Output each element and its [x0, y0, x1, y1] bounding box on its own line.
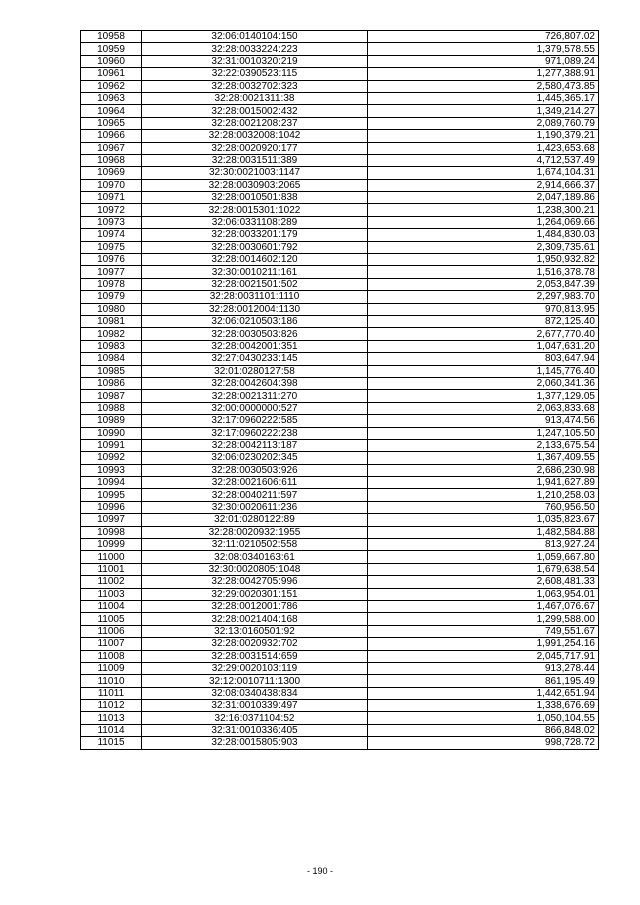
cadastral-value-cell: 861,195.49	[368, 675, 599, 687]
cadastral-number-cell: 32:30:0010211:161	[142, 266, 368, 278]
cadastral-number-cell: 32:08:0340438:834	[142, 687, 368, 699]
table-row	[81, 662, 599, 674]
cadastral-number-cell: 32:13:0160501:92	[142, 625, 368, 637]
cadastral-number-cell: 32:11:0210502:558	[142, 539, 368, 551]
cadastral-number-cell: 32:28:0020920:177	[142, 142, 368, 154]
row-number-cell: 11004	[81, 600, 142, 612]
cadastral-number-cell: 32:30:0020805:1048	[142, 563, 368, 575]
table-row	[81, 576, 599, 588]
row-number-cell: 10977	[81, 266, 142, 278]
table-row	[81, 55, 599, 67]
row-number-cell: 11013	[81, 712, 142, 724]
cadastral-value-cell: 1,950,932.82	[368, 254, 599, 266]
cadastral-value-cell: 970,813.95	[368, 303, 599, 315]
cadastral-number-cell: 32:28:0032008:1042	[142, 130, 368, 142]
table-row	[81, 514, 599, 526]
cadastral-value-cell: 726,807.02	[368, 31, 599, 43]
cadastral-number-cell: 32:29:0020103:119	[142, 662, 368, 674]
table-body	[81, 31, 599, 750]
cadastral-value-cell: 1,679,638.54	[368, 563, 599, 575]
cadastral-number-cell: 32:06:0331108:289	[142, 216, 368, 228]
row-number-cell: 10962	[81, 80, 142, 92]
cadastral-number-cell: 32:28:0033201:179	[142, 229, 368, 241]
cadastral-number-cell: 32:28:0030503:826	[142, 328, 368, 340]
cadastral-value-cell: 998,728.72	[368, 737, 599, 749]
row-number-cell: 10971	[81, 192, 142, 204]
table-row	[81, 687, 599, 699]
cadastral-number-cell: 32:28:0042705:996	[142, 576, 368, 588]
table-row	[81, 377, 599, 389]
row-number-cell: 10997	[81, 514, 142, 526]
cadastral-value-cell: 1,445,365.17	[368, 92, 599, 104]
table-row	[81, 477, 599, 489]
table-row	[81, 192, 599, 204]
table-row	[81, 340, 599, 352]
cadastral-number-cell: 32:28:0021311:270	[142, 390, 368, 402]
cadastral-value-cell: 1,379,578.55	[368, 43, 599, 55]
cadastral-value-cell: 1,991,254.16	[368, 638, 599, 650]
table-row	[81, 130, 599, 142]
row-number-cell: 10993	[81, 464, 142, 476]
cadastral-number-cell: 32:28:0031514:659	[142, 650, 368, 662]
row-number-cell: 10965	[81, 117, 142, 129]
cadastral-value-cell: 1,063,954.01	[368, 588, 599, 600]
row-number-cell: 10999	[81, 539, 142, 551]
row-number-cell: 11014	[81, 724, 142, 736]
cadastral-number-cell: 32:28:0015805:903	[142, 737, 368, 749]
cadastral-value-cell: 1,367,409.55	[368, 452, 599, 464]
cadastral-value-cell: 2,914,666.37	[368, 179, 599, 191]
cadastral-number-cell: 32:28:0032702:323	[142, 80, 368, 92]
cadastral-number-cell: 32:28:0042604:398	[142, 377, 368, 389]
cadastral-number-cell: 32:30:0020611:236	[142, 501, 368, 513]
table-row	[81, 254, 599, 266]
row-number-cell: 10986	[81, 377, 142, 389]
row-number-cell: 10984	[81, 353, 142, 365]
cadastral-value-cell: 1,674,104.31	[368, 167, 599, 179]
table-row	[81, 563, 599, 575]
table-row	[81, 526, 599, 538]
row-number-cell: 11003	[81, 588, 142, 600]
cadastral-number-cell: 32:28:0042113:187	[142, 439, 368, 451]
cadastral-number-cell: 32:31:0010320:219	[142, 55, 368, 67]
table-row	[81, 80, 599, 92]
row-number-cell: 10960	[81, 55, 142, 67]
row-number-cell: 10964	[81, 105, 142, 117]
table-row	[81, 650, 599, 662]
row-number-cell: 10972	[81, 204, 142, 216]
row-number-cell: 11006	[81, 625, 142, 637]
row-number-cell: 10991	[81, 439, 142, 451]
row-number-cell: 10974	[81, 229, 142, 241]
row-number-cell: 10988	[81, 402, 142, 414]
table-row	[81, 712, 599, 724]
cadastral-value-cell: 1,423,653.68	[368, 142, 599, 154]
cadastral-value-cell: 2,580,473.85	[368, 80, 599, 92]
cadastral-number-cell: 32:12:0010711:1300	[142, 675, 368, 687]
cadastral-value-cell: 1,247,105.50	[368, 427, 599, 439]
row-number-cell: 10989	[81, 415, 142, 427]
table-row	[81, 588, 599, 600]
cadastral-value-cell: 1,145,776.40	[368, 365, 599, 377]
table-row	[81, 613, 599, 625]
cadastral-number-cell: 32:06:0230202:345	[142, 452, 368, 464]
cadastral-number-cell: 32:31:0010339:497	[142, 700, 368, 712]
cadastral-value-cell: 2,063,833.68	[368, 402, 599, 414]
row-number-cell: 10980	[81, 303, 142, 315]
row-number-cell: 10994	[81, 477, 142, 489]
table-row	[81, 315, 599, 327]
row-number-cell: 10959	[81, 43, 142, 55]
cadastral-value-cell: 803,647.94	[368, 353, 599, 365]
row-number-cell: 10970	[81, 179, 142, 191]
row-number-cell: 11005	[81, 613, 142, 625]
cadastral-number-cell: 32:28:0030503:926	[142, 464, 368, 476]
table-row	[81, 328, 599, 340]
cadastral-number-cell: 32:31:0010336:405	[142, 724, 368, 736]
cadastral-value-cell: 872,125.40	[368, 315, 599, 327]
cadastral-value-cell: 1,338,676.69	[368, 700, 599, 712]
cadastral-number-cell: 32:28:0020932:1955	[142, 526, 368, 538]
table-row	[81, 142, 599, 154]
row-number-cell: 10961	[81, 68, 142, 80]
cadastral-number-cell: 32:28:0021404:168	[142, 613, 368, 625]
cadastral-number-cell: 32:01:0280127:58	[142, 365, 368, 377]
cadastral-value-cell: 866,848.02	[368, 724, 599, 736]
cadastral-value-cell: 1,349,214.27	[368, 105, 599, 117]
cadastral-value-cell: 2,060,341.36	[368, 377, 599, 389]
cadastral-value-cell: 1,277,388.91	[368, 68, 599, 80]
cadastral-number-cell: 32:29:0020301:151	[142, 588, 368, 600]
cadastral-number-cell: 32:28:0030903:2065	[142, 179, 368, 191]
cadastral-number-cell: 32:27:0430233:145	[142, 353, 368, 365]
table-row	[81, 278, 599, 290]
table-row	[81, 167, 599, 179]
row-number-cell: 10967	[81, 142, 142, 154]
table-row	[81, 105, 599, 117]
table-row	[81, 415, 599, 427]
row-number-cell: 10982	[81, 328, 142, 340]
cadastral-number-cell: 32:28:0031101:1110	[142, 291, 368, 303]
cadastral-value-cell: 1,299,588.00	[368, 613, 599, 625]
table-row	[81, 241, 599, 253]
row-number-cell: 10985	[81, 365, 142, 377]
table-row	[81, 464, 599, 476]
table-row	[81, 600, 599, 612]
cadastral-number-cell: 32:28:0015002:432	[142, 105, 368, 117]
row-number-cell: 10975	[81, 241, 142, 253]
table-row	[81, 539, 599, 551]
row-number-cell: 10995	[81, 489, 142, 501]
table-row	[81, 353, 599, 365]
cadastral-value-cell: 2,309,735.61	[368, 241, 599, 253]
row-number-cell: 10966	[81, 130, 142, 142]
table-row	[81, 402, 599, 414]
cadastral-value-cell: 2,608,481.33	[368, 576, 599, 588]
row-number-cell: 10983	[81, 340, 142, 352]
row-number-cell: 10978	[81, 278, 142, 290]
table-row	[81, 216, 599, 228]
cadastral-number-cell: 32:28:0015301:1022	[142, 204, 368, 216]
row-number-cell: 10979	[81, 291, 142, 303]
cadastral-value-cell: 1,467,076.67	[368, 600, 599, 612]
table-row	[81, 452, 599, 464]
cadastral-value-table	[80, 30, 599, 750]
table-row	[81, 92, 599, 104]
cadastral-number-cell: 32:28:0042001:351	[142, 340, 368, 352]
row-number-cell: 11008	[81, 650, 142, 662]
row-number-cell: 10981	[81, 315, 142, 327]
cadastral-value-cell: 1,516,378.78	[368, 266, 599, 278]
table-row	[81, 43, 599, 55]
cadastral-value-cell: 2,677,770.40	[368, 328, 599, 340]
cadastral-number-cell: 32:28:0014602:120	[142, 254, 368, 266]
cadastral-number-cell: 32:28:0033224:223	[142, 43, 368, 55]
row-number-cell: 10992	[81, 452, 142, 464]
table-row	[81, 204, 599, 216]
table-row	[81, 439, 599, 451]
row-number-cell: 10976	[81, 254, 142, 266]
cadastral-number-cell: 32:22:0390523:115	[142, 68, 368, 80]
table-row	[81, 625, 599, 637]
table-row	[81, 489, 599, 501]
cadastral-value-cell: 1,190,379.21	[368, 130, 599, 142]
cadastral-number-cell: 32:28:0031511:389	[142, 154, 368, 166]
row-number-cell: 10963	[81, 92, 142, 104]
cadastral-number-cell: 32:28:0021311:38	[142, 92, 368, 104]
row-number-cell: 10969	[81, 167, 142, 179]
cadastral-value-cell: 1,377,129.05	[368, 390, 599, 402]
cadastral-value-cell: 2,089,760.79	[368, 117, 599, 129]
row-number-cell: 11011	[81, 687, 142, 699]
cadastral-value-cell: 913,474.56	[368, 415, 599, 427]
table-row	[81, 501, 599, 513]
cadastral-value-cell: 1,059,667.80	[368, 551, 599, 563]
cadastral-value-cell: 1,210,258.03	[368, 489, 599, 501]
cadastral-number-cell: 32:06:0210503:186	[142, 315, 368, 327]
cadastral-value-cell: 1,941,627.89	[368, 477, 599, 489]
table-row	[81, 675, 599, 687]
table-row	[81, 179, 599, 191]
cadastral-value-cell: 1,035,823.67	[368, 514, 599, 526]
cadastral-number-cell: 32:28:0021501:502	[142, 278, 368, 290]
cadastral-number-cell: 32:28:0030601:792	[142, 241, 368, 253]
table-row	[81, 68, 599, 80]
row-number-cell: 11002	[81, 576, 142, 588]
cadastral-number-cell: 32:28:0012004:1130	[142, 303, 368, 315]
row-number-cell: 10987	[81, 390, 142, 402]
cadastral-number-cell: 32:28:0010501:838	[142, 192, 368, 204]
cadastral-value-cell: 2,047,189.86	[368, 192, 599, 204]
table-row	[81, 551, 599, 563]
table-row	[81, 303, 599, 315]
row-number-cell: 10998	[81, 526, 142, 538]
cadastral-number-cell: 32:06:0140104:150	[142, 31, 368, 43]
cadastral-value-cell: 1,264,069.66	[368, 216, 599, 228]
cadastral-number-cell: 32:08:0340163:61	[142, 551, 368, 563]
cadastral-value-cell: 749,551.67	[368, 625, 599, 637]
cadastral-number-cell: 32:17:0960222:238	[142, 427, 368, 439]
cadastral-value-cell: 1,047,631.20	[368, 340, 599, 352]
row-number-cell: 11010	[81, 675, 142, 687]
row-number-cell: 11007	[81, 638, 142, 650]
cadastral-number-cell: 32:30:0021003:1147	[142, 167, 368, 179]
table-row	[81, 700, 599, 712]
cadastral-number-cell: 32:28:0020932:702	[142, 638, 368, 650]
table-row	[81, 390, 599, 402]
row-number-cell: 11012	[81, 700, 142, 712]
cadastral-value-cell: 2,053,847.39	[368, 278, 599, 290]
cadastral-value-cell: 1,442,651.94	[368, 687, 599, 699]
cadastral-value-cell: 971,089.24	[368, 55, 599, 67]
table-row	[81, 31, 599, 43]
cadastral-value-cell: 913,278.44	[368, 662, 599, 674]
cadastral-number-cell: 32:28:0012001:786	[142, 600, 368, 612]
cadastral-value-cell: 4,712,537.49	[368, 154, 599, 166]
table-row	[81, 365, 599, 377]
cadastral-value-cell: 2,686,230.98	[368, 464, 599, 476]
table-row	[81, 117, 599, 129]
row-number-cell: 10958	[81, 31, 142, 43]
cadastral-number-cell: 32:16:0371104:52	[142, 712, 368, 724]
row-number-cell: 11000	[81, 551, 142, 563]
cadastral-value-cell: 760,956.50	[368, 501, 599, 513]
table-row	[81, 638, 599, 650]
cadastral-value-cell: 1,482,584.88	[368, 526, 599, 538]
cadastral-number-cell: 32:28:0040211:597	[142, 489, 368, 501]
cadastral-number-cell: 32:28:0021208:237	[142, 117, 368, 129]
row-number-cell: 11009	[81, 662, 142, 674]
table-row	[81, 724, 599, 736]
table-row	[81, 229, 599, 241]
cadastral-value-cell: 2,297,983.70	[368, 291, 599, 303]
row-number-cell: 10973	[81, 216, 142, 228]
cadastral-value-cell: 1,238,300.21	[368, 204, 599, 216]
row-number-cell: 10996	[81, 501, 142, 513]
cadastral-number-cell: 32:28:0021606:611	[142, 477, 368, 489]
row-number-cell: 10990	[81, 427, 142, 439]
cadastral-number-cell: 32:17:0960222:585	[142, 415, 368, 427]
table-row	[81, 737, 599, 749]
table-row	[81, 154, 599, 166]
page-number: - 190 -	[306, 866, 333, 876]
cadastral-value-cell: 1,050,104.55	[368, 712, 599, 724]
cadastral-number-cell: 32:01:0280122:89	[142, 514, 368, 526]
cadastral-value-cell: 2,133,675.54	[368, 439, 599, 451]
table-row	[81, 266, 599, 278]
cadastral-value-cell: 813,927.24	[368, 539, 599, 551]
table-row	[81, 291, 599, 303]
cadastral-number-cell: 32:00:0000000:527	[142, 402, 368, 414]
cadastral-value-cell: 1,484,830.03	[368, 229, 599, 241]
row-number-cell: 11001	[81, 563, 142, 575]
cadastral-value-cell: 2,045,717.91	[368, 650, 599, 662]
table-row	[81, 427, 599, 439]
row-number-cell: 11015	[81, 737, 142, 749]
row-number-cell: 10968	[81, 154, 142, 166]
